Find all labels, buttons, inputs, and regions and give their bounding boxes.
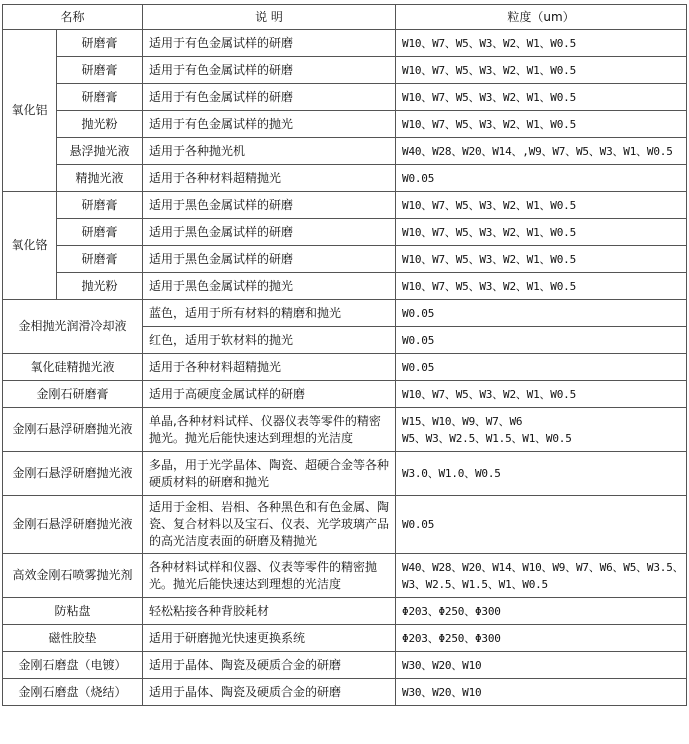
header-grain-size: 粒度（um） [396, 5, 687, 30]
grain-size-line: W5、W3、W2.5、W1.5、W1、W0.5 [402, 431, 572, 445]
grain-size: W0.05 [396, 496, 687, 554]
table-row [3, 219, 687, 246]
grain-size: W10、W7、W5、W3、W2、W1、W0.5 [396, 192, 687, 219]
sub-name: 研磨膏 [57, 57, 143, 84]
sub-name: 悬浮抛光液 [57, 138, 143, 165]
description: 单晶,各种材料试样、仪器仪表等零件的精密抛光。抛光后能快速达到理想的光洁度 [143, 408, 396, 452]
product-name: 磁性胶垫 [3, 625, 143, 652]
description: 适用于各种抛光机 [143, 138, 396, 165]
sub-name: 精抛光液 [57, 165, 143, 192]
grain-size: W10、W7、W5、W3、W2、W1、W0.5 [396, 219, 687, 246]
product-name: 氧化硅精抛光液 [3, 354, 143, 381]
sub-name: 研磨膏 [57, 219, 143, 246]
table-row [3, 192, 687, 219]
table-row [3, 452, 687, 496]
grain-size: W3.0、W1.0、W0.5 [396, 452, 687, 496]
group-alumina: 氧化铝 [3, 30, 57, 192]
table-row [3, 165, 687, 192]
header-name: 名称 [3, 5, 143, 30]
product-name: 金刚石悬浮研磨抛光液 [3, 496, 143, 554]
description: 适用于黑色金属试样的研磨 [143, 246, 396, 273]
table-row [3, 554, 687, 598]
table-row [3, 30, 687, 57]
grain-size: W30、W20、W10 [396, 652, 687, 679]
product-name: 金刚石悬浮研磨抛光液 [3, 452, 143, 496]
description: 红色，适用于软材料的抛光 [143, 327, 396, 354]
description: 轻松粘接各种背胶耗材 [143, 598, 396, 625]
description: 适用于有色金属试样的研磨 [143, 57, 396, 84]
grain-size: W40、W28、W20、W14、,W9、W7、W5、W3、W1、W0.5 [396, 138, 687, 165]
product-name: 高效金刚石喷雾抛光剂 [3, 554, 143, 598]
grain-size-line: W15、W10、W9、W7、W6 [402, 414, 523, 428]
sub-name: 研磨膏 [57, 246, 143, 273]
table-row [3, 138, 687, 165]
table-row [3, 111, 687, 138]
table-row [3, 381, 687, 408]
table-header-row [3, 5, 687, 30]
grain-size: W0.05 [396, 300, 687, 327]
header-description: 说 明 [143, 5, 396, 30]
table-row [3, 496, 687, 554]
sub-name: 研磨膏 [57, 30, 143, 57]
table-row [3, 84, 687, 111]
description: 适用于晶体、陶瓷及硬质合金的研磨 [143, 679, 396, 706]
table-row [3, 273, 687, 300]
grain-size: W10、W7、W5、W3、W2、W1、W0.5 [396, 246, 687, 273]
table-row [3, 57, 687, 84]
table-row [3, 679, 687, 706]
description: 适用于黑色金属试样的抛光 [143, 273, 396, 300]
product-name: 金刚石悬浮研磨抛光液 [3, 408, 143, 452]
grain-size: Φ203、Φ250、Φ300 [396, 598, 687, 625]
grain-size: W30、W20、W10 [396, 679, 687, 706]
product-name: 金刚石磨盘（烧结） [3, 679, 143, 706]
table-row [3, 625, 687, 652]
table-row [3, 354, 687, 381]
description: 适用于有色金属试样的抛光 [143, 111, 396, 138]
table-row [3, 246, 687, 273]
grain-size [396, 554, 687, 598]
description: 适用于有色金属试样的研磨 [143, 84, 396, 111]
description: 适用于研磨抛光快速更换系统 [143, 625, 396, 652]
product-name: 金刚石研磨膏 [3, 381, 143, 408]
grain-size: Φ203、Φ250、Φ300 [396, 625, 687, 652]
description: 适用于晶体、陶瓷及硬质合金的研磨 [143, 652, 396, 679]
description: 多晶，用于光学晶体、陶瓷、超硬合金等各种硬质材料的研磨和抛光 [143, 452, 396, 496]
grain-size: W10、W7、W5、W3、W2、W1、W0.5 [396, 30, 687, 57]
product-name: 防粘盘 [3, 598, 143, 625]
product-table [2, 4, 687, 706]
grain-size: W10、W7、W5、W3、W2、W1、W0.5 [396, 84, 687, 111]
table-row [3, 598, 687, 625]
description: 适用于金相、岩相、各种黑色和有色金属、陶瓷、复合材料以及宝石、仪表、光学玻璃产品的高光洁度表面的研磨及精抛光 [143, 496, 396, 554]
grain-size: W0.05 [396, 354, 687, 381]
description: 蓝色，适用于所有材料的精磨和抛光 [143, 300, 396, 327]
sub-name: 抛光粉 [57, 111, 143, 138]
description: 适用于黑色金属试样的研磨 [143, 219, 396, 246]
description: 适用于有色金属试样的研磨 [143, 30, 396, 57]
grain-size-line: W3、W2.5、W1.5、W1、W0.5 [402, 577, 548, 591]
grain-size: W10、W7、W5、W3、W2、W1、W0.5 [396, 273, 687, 300]
table-row [3, 652, 687, 679]
grain-size: W10、W7、W5、W3、W2、W1、W0.5 [396, 57, 687, 84]
table-row [3, 408, 687, 452]
grain-size [396, 408, 687, 452]
grain-size-line: W40、W28、W20、W14、W10、W9、W7、W6、W5、W3.5、 [402, 560, 684, 574]
description: 适用于各种材料超精抛光 [143, 354, 396, 381]
grain-size: W0.05 [396, 327, 687, 354]
sub-name: 研磨膏 [57, 192, 143, 219]
grain-size: W10、W7、W5、W3、W2、W1、W0.5 [396, 381, 687, 408]
grain-size: W10、W7、W5、W3、W2、W1、W0.5 [396, 111, 687, 138]
description: 适用于各种材料超精抛光 [143, 165, 396, 192]
description: 各种材料试样和仪器、仪表等零件的精密抛光。抛光后能快速达到理想的光洁度 [143, 554, 396, 598]
sub-name: 抛光粉 [57, 273, 143, 300]
description: 适用于高硬度金属试样的研磨 [143, 381, 396, 408]
table-row [3, 300, 687, 327]
group-chromium-oxide: 氧化铬 [3, 192, 57, 300]
sub-name: 研磨膏 [57, 84, 143, 111]
group-coolant: 金相抛光润滑冷却液 [3, 300, 143, 354]
grain-size: W0.05 [396, 165, 687, 192]
description: 适用于黑色金属试样的研磨 [143, 192, 396, 219]
product-name: 金刚石磨盘（电镀） [3, 652, 143, 679]
